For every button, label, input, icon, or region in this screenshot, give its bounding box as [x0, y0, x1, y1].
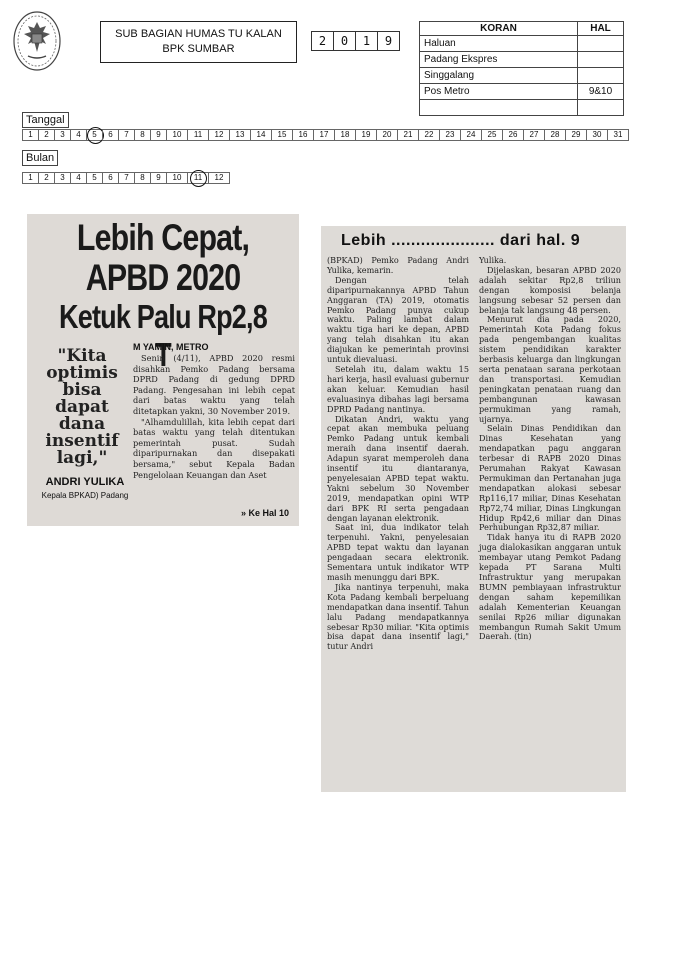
day-cell: 29: [565, 129, 587, 141]
day-cell: 9: [150, 129, 167, 141]
koran-hal: [578, 36, 624, 52]
paragraph: Selain Dinas Pendidikan dan Dinas Kesehatan yang mendapatkan pagu anggaran terbesar di RAPB 2020 Dinas Perumahan Rakyat Kawasan Permukiman dan Pertanahan juga mendapatkan alokasi sebesar Rp116,17 miliar, Dinas Kesehatan Rp72,74 miliar, Dinas Lingkungan Hidup Rp42,6 miliar dan Dinas Perhubungan Rp32,87 miliar.: [479, 423, 621, 533]
month-cell: 3: [54, 172, 71, 184]
year-digit: 2: [311, 31, 334, 51]
koran-header: KORAN: [420, 22, 578, 36]
day-cell: 22: [418, 129, 440, 141]
paragraph: Saat ini, dua indikator telah terpenuhi. Yakni, penyelesaian APBD tepat waktu dan layanan pengadaan secara elektronik. Sementara untuk indikator WTP masih menunggu dari BPK.: [327, 522, 469, 582]
headline-line-3: Ketuk Palu Rp2,8 T: [59, 298, 267, 373]
table-row: [420, 68, 624, 84]
month-cell: 6: [102, 172, 119, 184]
koran-name: [420, 100, 578, 116]
day-cell: 7: [118, 129, 135, 141]
day-cell: 17: [313, 129, 335, 141]
koran-name: Pos Metro: [420, 84, 578, 100]
day-cell: 15: [271, 129, 293, 141]
day-cell: 12: [208, 129, 230, 141]
day-cell: 6: [102, 129, 119, 141]
paragraph: (BPKAD) Pemko Padang Andri Yulika, kemarin.: [327, 255, 469, 275]
month-cell: 9: [150, 172, 167, 184]
paragraph: Tidak hanya itu di RAPB 2020 juga dialokasikan anggaran untuk membayar utang Pemkot Padang kepada PT Sarana Multi Infrastruktur yang merupakan BUMN pembiayaan infrastruktur dengan saham kepemilikan adalah Kementerian Keuangan senilai Rp26 miliar digunakan membangun Rumah Sakit Umum Daerah. (tin): [479, 532, 621, 642]
day-cell: 18: [334, 129, 356, 141]
day-cell: 1: [22, 129, 39, 141]
day-cell: 16: [292, 129, 314, 141]
article-clipping-continued: [321, 226, 626, 792]
month-cell: 11: [187, 172, 209, 184]
month-cell: 7: [118, 172, 135, 184]
tanggal-label: Tanggal: [22, 112, 69, 128]
koran-hal: 9&10: [578, 84, 624, 100]
table-row: [420, 52, 624, 68]
day-cell: 14: [250, 129, 272, 141]
paragraph: "Alhamdulillah, kita lebih cepat dari batas waktu yang telah ditentukan pemerintah pusat. Sudah diparipurnakan dan disepakati bersama," sebut Kepala Badan Pengelolaan Keuangan dan Aset: [133, 416, 295, 480]
day-cell: 20: [376, 129, 398, 141]
office-header: [100, 21, 297, 63]
column-right: [479, 256, 621, 642]
byline: M YAMIN, METRO: [133, 342, 209, 352]
table-row: [420, 84, 624, 100]
day-cell: 4: [70, 129, 87, 141]
koran-name: Singgalang: [420, 68, 578, 84]
day-cell: 24: [460, 129, 482, 141]
continued-label: Ke Hal 10: [248, 508, 289, 518]
day-cell: 19: [355, 129, 377, 141]
headline-line-2: APBD 2020: [85, 257, 241, 298]
paragraph: Menurut dia pada 2020, Pemerintah Kota Padang fokus pada pengembangan kualitas sistem pendidikan karakter berbasis keluarga dan lingkungan serta penataan sarana perkotaan dan transportasi. Kemudian peningkatan penataan ruang dan pembangunan kawasan permukiman yang ramah, ujarnya.: [479, 314, 621, 424]
pull-quote: "Kita optimis bisa dapat dana insentif lagi,": [45, 346, 119, 468]
year-digit: 1: [355, 31, 378, 51]
day-cell: 10: [166, 129, 188, 141]
koran-hal: [578, 68, 624, 84]
day-cell: 30: [586, 129, 608, 141]
year-digit: 0: [333, 31, 356, 51]
day-cell: 27: [523, 129, 545, 141]
column-left: [327, 256, 469, 652]
day-cell: 26: [502, 129, 524, 141]
month-cell: 4: [70, 172, 87, 184]
koran-hal: [578, 100, 624, 116]
paragraph: Yulika.: [479, 255, 507, 265]
bulan-label: Bulan: [22, 150, 58, 166]
year-boxes: [311, 31, 399, 51]
double-arrow-icon: »: [240, 508, 246, 518]
day-cell: 5: [86, 129, 103, 141]
bulan-row: [22, 172, 229, 184]
day-cell: 8: [134, 129, 151, 141]
quote-speaker-role: Kepala BPKAD) Padang: [41, 491, 129, 500]
table-row: [420, 36, 624, 52]
day-cell: 28: [544, 129, 566, 141]
hal-header: HAL: [578, 22, 624, 36]
article-clipping-front: [27, 214, 299, 526]
day-cell: 21: [397, 129, 419, 141]
continued-marker: [241, 508, 289, 518]
tanggal-row: [22, 129, 628, 141]
month-cell: 5: [86, 172, 103, 184]
day-cell: 25: [481, 129, 503, 141]
month-cell: 2: [38, 172, 55, 184]
garuda-emblem-icon: [12, 10, 62, 72]
month-cell: 1: [22, 172, 39, 184]
month-cell: 10: [166, 172, 188, 184]
table-row: [420, 100, 624, 116]
year-digit: 9: [377, 31, 400, 51]
quote-speaker: ANDRI YULIKA: [45, 476, 125, 488]
day-cell: 11: [187, 129, 209, 141]
koran-name: Padang Ekspres: [420, 52, 578, 68]
paragraph: Jika nantinya terpenuhi, maka Kota Padang kembali berpeluang mendapatkan dana insentif. Tahun lalu Padang mendapatkannya sebesar Rp30 miliar. "Kita optimis bisa dapat dana insentif lagi," tutur Andri: [327, 581, 469, 652]
day-cell: 3: [54, 129, 71, 141]
paragraph: Senin (4/11), APBD 2020 resmi disahkan Pemko Padang bersama DPRD Padang di gedung DPRD Padang. Pengesahan ini lebih cepat dari batas waktu yang telah ditetapkan yakni, 30 November 2019.: [133, 353, 295, 416]
paragraph: Setelah itu, dalam waktu 15 hari kerja, hasil evaluasi gubernur akan keluar. Kemudian hasil evaluasinya dibahas lagi bersama DPRD Padang nantinya.: [327, 363, 469, 414]
day-cell: 13: [229, 129, 251, 141]
paragraph: Dijelaskan, besaran APBD 2020 adalah sekitar Rp2,8 triliun dengan komposisi belanja langsung sebesar 52 persen dan belanja tak langsung 48 persen.: [479, 264, 621, 315]
koran-name: Haluan: [420, 36, 578, 52]
newspaper-table: [419, 21, 624, 116]
headline-line-1: Lebih Cepat,: [76, 217, 250, 258]
article-body: [133, 353, 295, 480]
month-cell: 12: [208, 172, 230, 184]
month-cell: 8: [134, 172, 151, 184]
continuation-title: Lebih ..................... dari hal. 9: [341, 232, 581, 249]
day-cell: 23: [439, 129, 461, 141]
office-name: SUB BAGIAN HUMAS TU KALAN: [115, 28, 282, 40]
office-unit: BPK SUMBAR: [162, 43, 235, 55]
koran-hal: [578, 52, 624, 68]
paragraph: Dengan telah diparipurnakannya APBD Tahun Anggaran (TA) 2019, otomatis Pemko Padang punya cukup waktu. Paling lambat dalam waktu tiga hari ke depan, APBD yang telah disahkan itu akan diajukan ke pemerintah provinsi untuk dievaluasi.: [327, 274, 469, 365]
paragraph: Dikatan Andri, waktu yang cepat akan membuka peluang Pemko Padang untuk kembali meraih dana insentif daerah. Adapun syarat memperoleh dana insentif itu diantaranya, penyelesaian APBD tepat waktu. Yakni sebelum 30 November 2019, mendapatkan opini WTP dari BPK RI serta pengadaan dengan layanan elektronik.: [327, 413, 469, 523]
day-cell: 2: [38, 129, 55, 141]
day-cell: 31: [607, 129, 629, 141]
